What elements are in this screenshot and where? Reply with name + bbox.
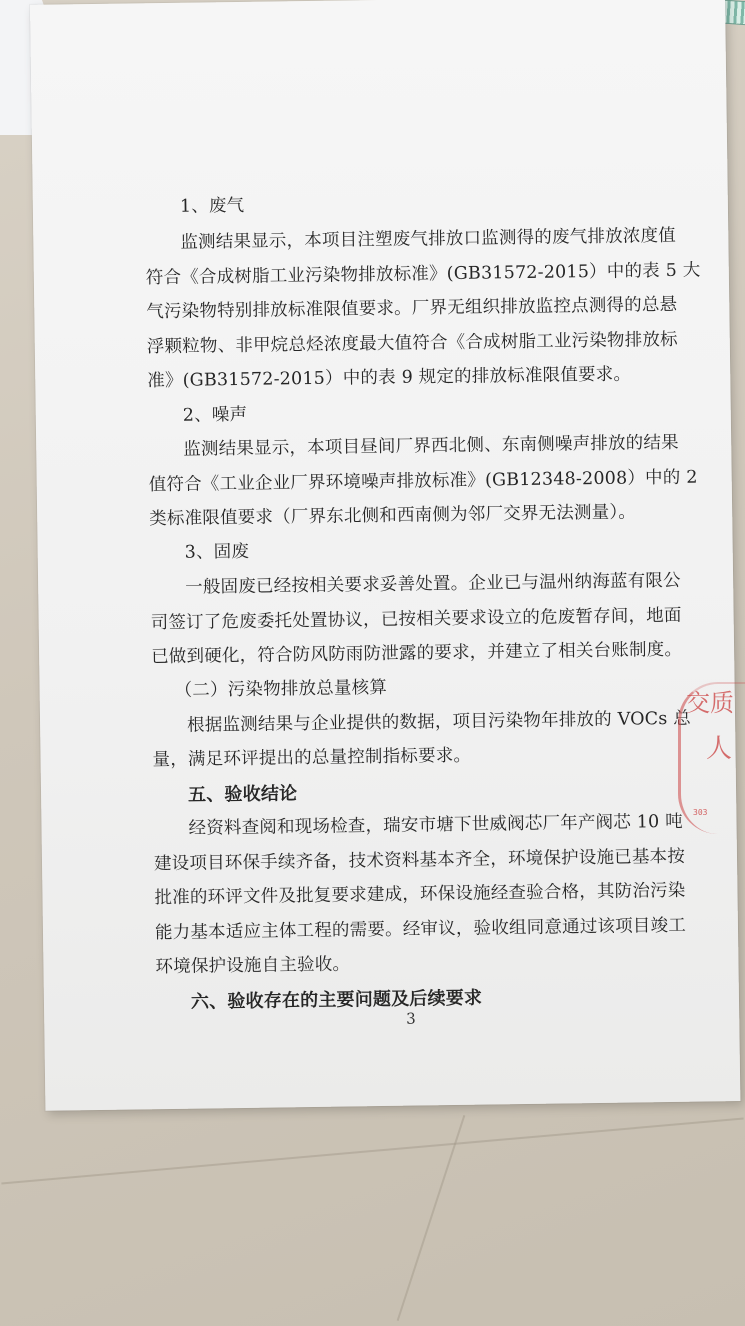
page-number: 3 — [406, 1009, 416, 1028]
body-line: 准》(GB31572-2015）中的表 9 规定的排放标准限值要求。 — [147, 364, 632, 392]
body-line: 类标准限值要求（厂界东北侧和西南侧为邻厂交界无法测量）。 — [149, 502, 637, 530]
document-page — [30, 0, 740, 1111]
body-line: 值符合《工业企业厂界环境噪声排放标准》(GB12348-2008）中的 2 — [148, 467, 698, 496]
body-line: 气污染物特别排放标准限值要求。厂界无组织排放监控点测得的总悬 — [146, 294, 678, 323]
body-line: 能力基本适应主体工程的需要。经审议，验收组同意通过该项目竣工 — [154, 915, 687, 944]
section-heading-issues: 六、验收存在的主要问题及后续要求 — [190, 987, 483, 1013]
body-line: 监测结果显示，本项目昼间厂界西北侧、东南侧噪声排放的结果 — [183, 432, 679, 460]
section-heading-noise: 2、噪声 — [182, 404, 248, 426]
section-heading-conclusion: 五、验收结论 — [187, 783, 298, 806]
body-line: 建设项目环保手续齐备，技术资料基本齐全，环境保护设施已基本按 — [153, 846, 686, 875]
section-heading-total-emissions: （二）污染物排放总量核算 — [174, 677, 388, 701]
body-line: 一般固废已经按相关要求妥善处置。企业已与温州纳海蓝有限公 — [185, 570, 681, 598]
body-line: 监测结果显示，本项目注塑废气排放口监测得的废气排放浓度值 — [180, 225, 677, 253]
body-line: 量，满足环评提出的总量控制指标要求。 — [152, 745, 472, 771]
seal-stamp-text: 交质 — [686, 689, 734, 717]
body-line: 符合《合成树脂工业污染物排放标准》(GB31572-2015）中的表 5 大 — [145, 260, 701, 289]
body-line: 经资料查阅和现场检查，瑞安市塘下世威阀芯厂年产阀芯 10 吨 — [188, 811, 684, 839]
body-line: 司签订了危废委托处置协议，已按相关要求设立的危废暂存间，地面 — [150, 605, 682, 634]
floor-tile-seam — [1, 1118, 743, 1185]
body-line: 批准的环评文件及批复要求建成，环保设施经查验合格，其防治污染 — [154, 880, 686, 909]
body-line: 根据监测结果与企业提供的数据，项目污染物年排放的 VOCs 总 — [186, 708, 692, 736]
section-heading-solid-waste: 3、固废 — [184, 541, 250, 563]
seal-stamp-mark: 人 — [706, 734, 733, 764]
seal-stamp-number: 303 — [693, 808, 708, 817]
body-line: 浮颗粒物、非甲烷总烃浓度最大值符合《合成树脂工业污染物排放标 — [146, 329, 678, 358]
body-line: 已做到硬化，符合防风防雨防泄露的要求，并建立了相关台账制度。 — [151, 639, 683, 668]
section-heading-exhaust: 1、废气 — [179, 195, 245, 217]
body-line: 环境保护设施自主验收。 — [155, 954, 351, 978]
